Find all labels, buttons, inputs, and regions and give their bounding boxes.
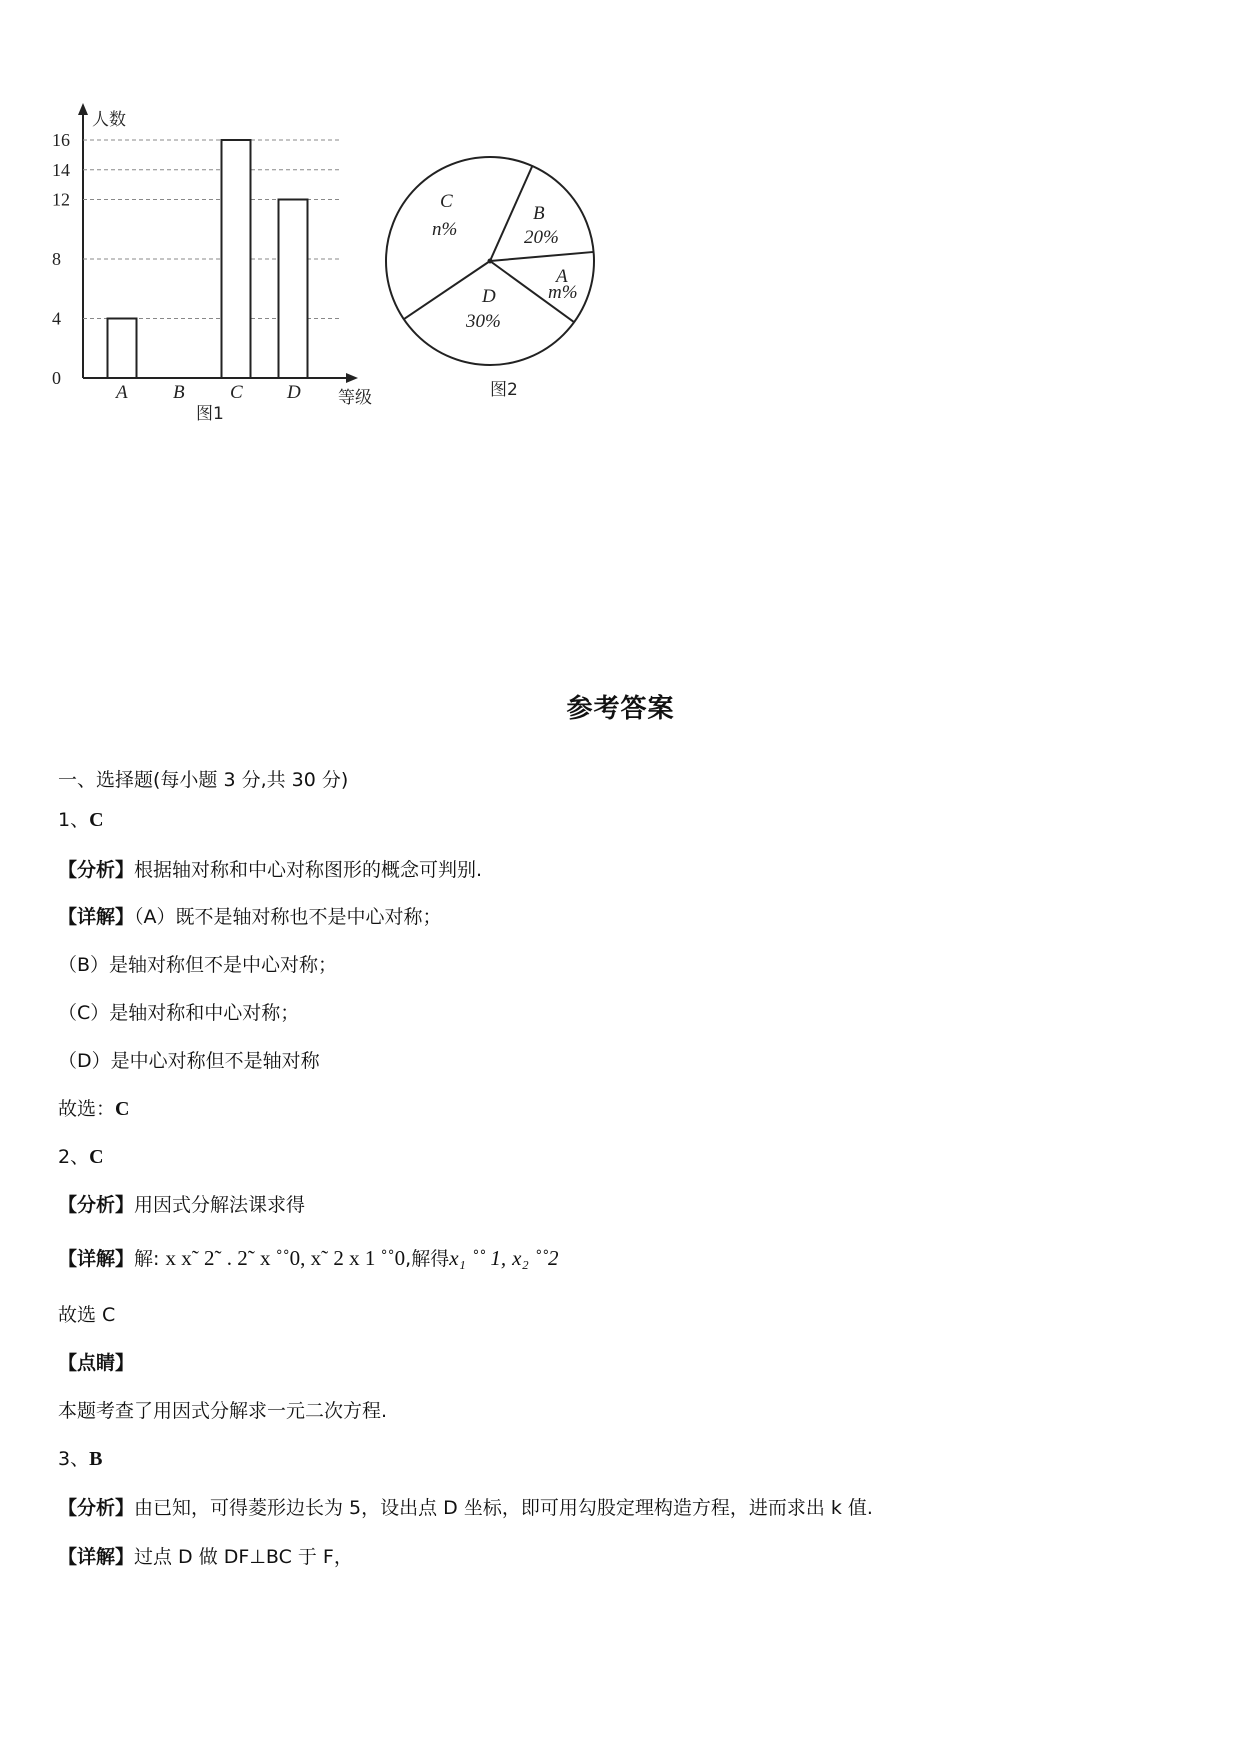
- q1-analysis-tag: 【分析】: [58, 859, 135, 881]
- bars: [108, 140, 308, 378]
- figure1-caption: 图1: [196, 404, 224, 424]
- figure-area: [50, 95, 690, 475]
- figure2-caption: 图2: [490, 380, 518, 400]
- x-tick-label: B: [173, 382, 185, 403]
- slice-value-a: m%: [548, 282, 578, 303]
- y-tick-label: 12: [52, 189, 70, 210]
- q2-review-text: 本题考查了用因式分解求一元二次方程.: [58, 1400, 388, 1422]
- y-tick-label: 8: [52, 249, 61, 269]
- y-tick-labels: [52, 130, 70, 388]
- slice-value-b: 20%: [524, 227, 559, 248]
- slice-label-d: D: [482, 286, 496, 307]
- q3-detail-text: 过点 D 做 DF⊥BC 于 F，: [134, 1546, 353, 1568]
- q2-analysis: [58, 1193, 305, 1217]
- q1-header: [58, 808, 104, 832]
- answer-heading: 参考答案: [566, 694, 675, 724]
- x-tick-labels: [114, 382, 301, 403]
- q1-detail-d: （D）是中心对称但不是轴对称: [58, 1050, 320, 1072]
- q1-detail: [58, 905, 442, 929]
- slice-label-b: B: [533, 203, 545, 224]
- figures-svg: [50, 95, 690, 475]
- q2-equation: x x˜ 2˜ . 2˜ x ˚˚0, x˜ 2 x 1 ˚˚0: [165, 1246, 406, 1270]
- q1-number: 1、: [58, 809, 90, 831]
- slice-label-c: C: [440, 191, 453, 212]
- q3-analysis: [58, 1496, 873, 1520]
- bar-d: [279, 200, 308, 379]
- pie-center-dot: [488, 259, 493, 264]
- pie-radius: [490, 252, 594, 261]
- q3-detail-tag: 【详解】: [58, 1546, 135, 1568]
- bar-chart: [52, 103, 372, 424]
- x-axis-arrow: [346, 373, 358, 383]
- q1-detail-b: （B）是轴对称但不是中心对称；: [58, 954, 338, 976]
- q2-review-tag: [58, 1351, 134, 1375]
- x-tick-label: C: [230, 382, 243, 403]
- q1-analysis: [58, 858, 482, 882]
- q2-root2: x₂ ˚˚2: [512, 1246, 559, 1270]
- q3-header: [58, 1447, 102, 1471]
- q2-detail: [58, 1246, 558, 1271]
- q2-choice: 故选 C: [58, 1304, 116, 1326]
- y-tick-label: 14: [52, 159, 70, 180]
- q2-root1: x₁ ˚˚ 1,: [449, 1246, 507, 1270]
- q1-analysis-text: 根据轴对称和中心对称图形的概念可判别.: [134, 859, 483, 881]
- q3-analysis-tag: 【分析】: [58, 1497, 135, 1519]
- q2-detail-prefix: 解:: [134, 1248, 160, 1270]
- q3-detail: [58, 1545, 353, 1569]
- y-tick-label: 16: [52, 130, 70, 150]
- q1-detail-c: （C）是轴对称和中心对称；: [58, 1002, 300, 1024]
- q3-number: 3、: [58, 1448, 90, 1470]
- slice-value-c: n%: [432, 219, 458, 240]
- q1-detail-a: （A）既不是轴对称也不是中心对称；: [134, 906, 442, 928]
- q2-review-tag-text: 【点睛】: [58, 1352, 135, 1374]
- bar-c: [222, 140, 251, 378]
- q2-analysis-text: 用因式分解法课求得: [134, 1194, 306, 1216]
- slice-value-d: 30%: [466, 311, 501, 332]
- x-tick-label: D: [287, 382, 301, 403]
- y-tick-label: 4: [52, 308, 61, 329]
- x-axis-label: 等级: [338, 388, 372, 408]
- q1-choice-letter: C: [115, 1098, 130, 1120]
- q2-solve-text: ,解得: [405, 1248, 450, 1270]
- q3-answer: B: [89, 1448, 103, 1470]
- q2-header: [58, 1145, 104, 1169]
- y-axis-label: 人数: [92, 110, 126, 130]
- x-tick-label: A: [116, 382, 128, 403]
- q2-answer: C: [89, 1146, 104, 1168]
- q1-choice: [58, 1097, 129, 1121]
- q2-analysis-tag: 【分析】: [58, 1194, 135, 1216]
- q1-answer: C: [89, 809, 104, 831]
- section-header: 一、选择题(每小题 3 分,共 30 分): [58, 769, 349, 791]
- q1-detail-tag: 【详解】: [58, 906, 135, 928]
- bar-a: [108, 319, 137, 379]
- y-tick-label: 0: [52, 368, 61, 388]
- slice-label-a: A: [556, 266, 568, 287]
- q2-number: 2、: [58, 1146, 90, 1168]
- y-axis-arrow: [78, 103, 88, 115]
- q1-choice-text: 故选：: [58, 1098, 116, 1120]
- pie-chart: [386, 157, 594, 400]
- q3-analysis-text: 由已知，可得菱形边长为 5，设出点 D 坐标，即可用勾股定理构造方程，进而求出 k 值.: [134, 1497, 873, 1519]
- q2-detail-tag: 【详解】: [58, 1248, 135, 1270]
